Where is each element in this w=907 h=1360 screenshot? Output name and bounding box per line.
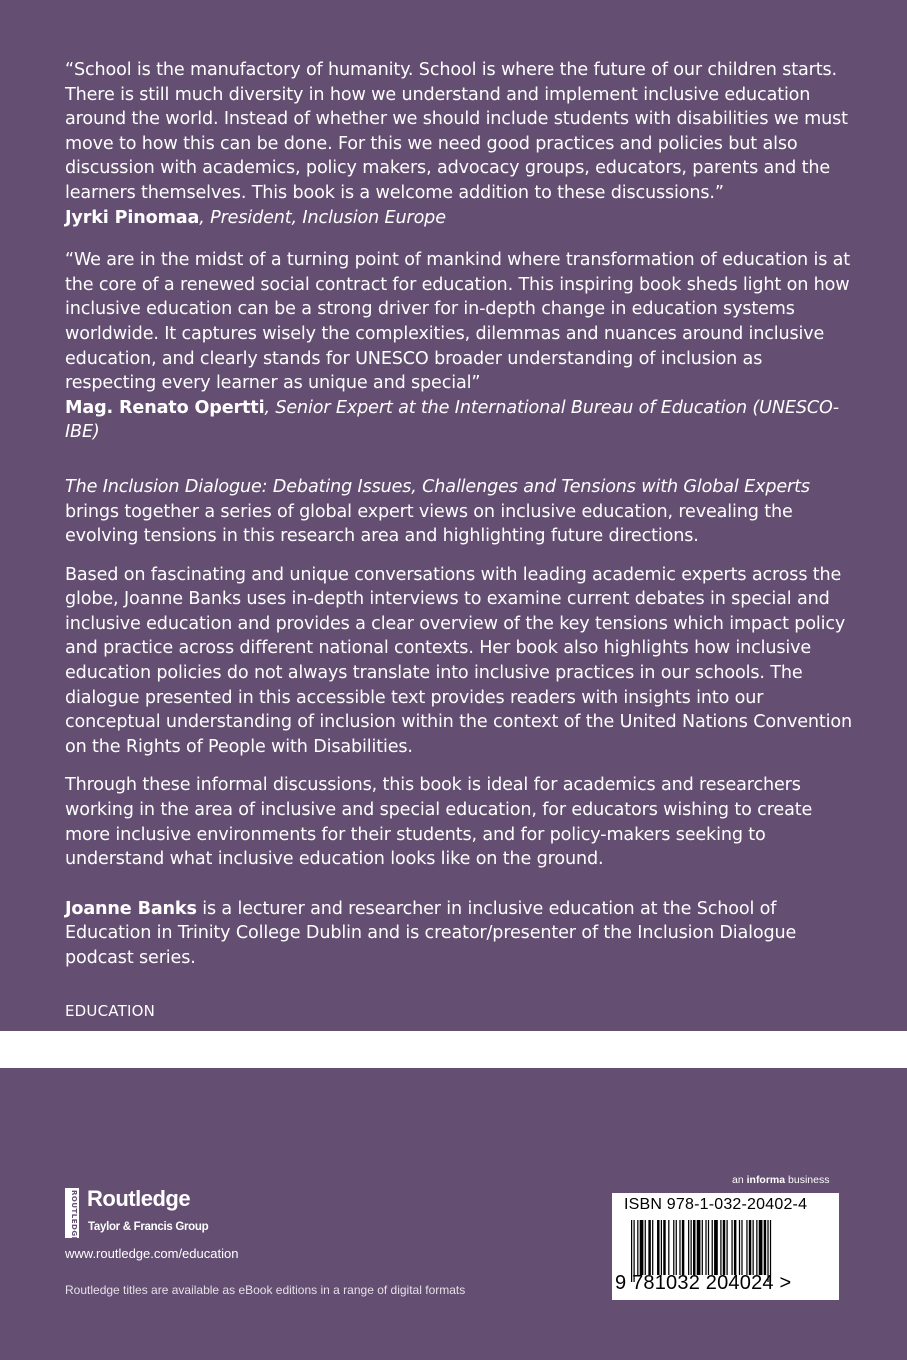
logo-vertical-text: ROUTLEDGE xyxy=(70,1190,78,1242)
informa-business xyxy=(732,1174,829,1186)
isbn-barcode xyxy=(612,1193,839,1300)
bio-text: is a lecturer and researcher in inclusive education at the School of Education in Trinity College Dublin and is creator/presenter of the Inclusion Dialogue podcast series. xyxy=(65,898,797,968)
isbn-label: ISBN 978-1-032-20402-4 xyxy=(624,1196,808,1213)
bio-name: Joanne Banks xyxy=(65,898,197,919)
quote-1-role: , President, Inclusion Europe xyxy=(199,207,446,228)
quote-2-author: Mag. Renato Opertti xyxy=(65,397,265,418)
publisher-group: Taylor & Francis Group xyxy=(88,1221,209,1233)
quote-2-text: “We are in the midst of a turning point of mankind where transformation of education is at the core of a renewed social contract for education. This inspiring book sheds light on how inclusive education can be a strong driver for in-depth change in education systems worldwide. It captures wisely the complexities, dilemmas and nuances around inclusive education, and clearly stands for UNESCO broader understanding of inclusion as respecting every learner as unique and special” xyxy=(65,250,851,394)
publisher-name: Routledge xyxy=(87,1186,191,1211)
ebook-note: Routledge titles are available as eBook editions in a range of digital formats xyxy=(65,1283,466,1297)
description-paragraph-3: Through these informal discussions, this book is ideal for academics and researchers working in the area of inclusive and special education, for educators wishing to create more inclusive environments for their students, and for policy-makers seeking to understand what inclusive education looks like on the ground. xyxy=(65,775,813,870)
description-paragraph-2: Based on fascinating and unique conversations with leading academic experts across the globe, Joanne Banks uses in-depth interviews to examine current debates in special and inclusive education and provides a clear overview of the key tensions which impact policy and practice across different national contexts. Her book also highlights how inclusive education policies do not always translate into inclusive practices in our schools. The dialogue presented in this accessible text provides readers with insights into our conceptual understanding of inclusion within the context of the United Nations Convention on the Rights of People with Disabilities. xyxy=(65,564,853,757)
author-bio xyxy=(65,897,855,971)
barcode-digits: 9 781032 204024 > xyxy=(615,1272,792,1294)
book-title: The Inclusion Dialogue: Debating Issues, Challenges and Tensions with Global Experts xyxy=(65,476,810,497)
quote-1-text: “School is the manufactory of humanity. School is where the future of our children starts. There is still much diversity in how we understand and implement inclusive education around the world. Instead of whether we should include students with disabilities we must move to how this can be done. For this we need good practices and policies but also discussion with academics, policy makers, advocacy groups, educators, parents and the learners themselves. This book is a welcome addition to these discussions.” xyxy=(65,60,848,203)
subject-category: EDUCATION xyxy=(65,1001,155,1020)
endorsement-quote-2 xyxy=(65,248,855,445)
informa-suffix: business xyxy=(785,1174,830,1186)
publisher-url[interactable]: www.routledge.com/education xyxy=(65,1246,239,1261)
informa-brand: informa xyxy=(746,1174,786,1186)
quote-1-author: Jyrki Pinomaa xyxy=(65,207,200,228)
informa-prefix: an xyxy=(732,1174,747,1186)
quote-2-role: , Senior Expert at the International Bureau of Education (UNESCO-IBE) xyxy=(65,397,839,443)
endorsement-quote-1 xyxy=(65,58,855,230)
description-paragraph-1 xyxy=(65,475,855,549)
white-band xyxy=(0,1031,907,1068)
cover-text xyxy=(65,58,855,1023)
back-cover-bottom xyxy=(0,1068,907,1360)
description-1-text: brings together a series of global expert views on inclusive education, revealing the evolving tensions in this research area and highlighting future directions. xyxy=(65,501,793,547)
